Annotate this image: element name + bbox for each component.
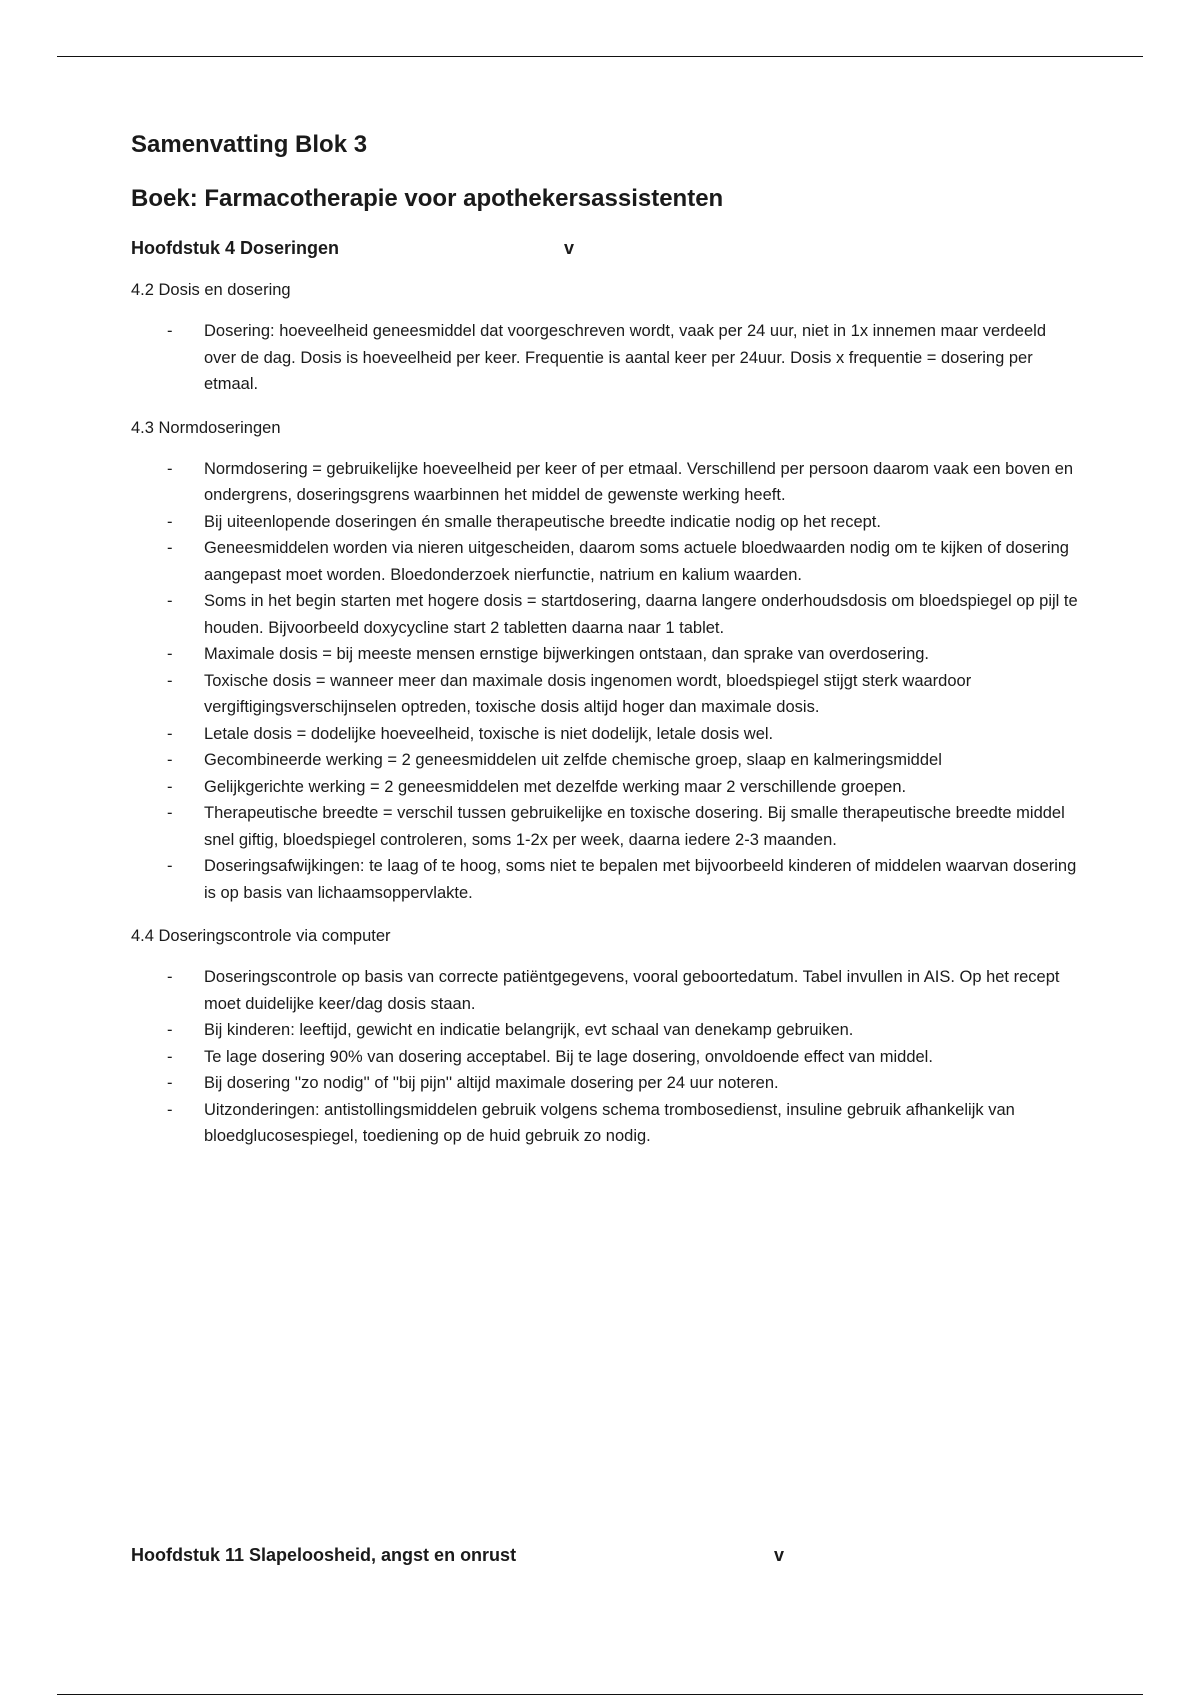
list-item: - Therapeutische breedte = verschil tussen gebruikelijke en toxische dosering. Bij smalle therapeutische breedte middel snel giftig, bloedspiegel controleren, soms 1-2x per week, daarna iedere 2-3 maanden. <box>204 800 1081 853</box>
list-item: - Gecombineerde werking = 2 geneesmiddelen uit zelfde chemische groep, slaap en kalmeringsmiddel <box>204 747 1081 774</box>
list-item: - Letale dosis = dodelijke hoeveelheid, toxische is niet dodelijk, letale dosis wel. <box>204 721 1081 748</box>
top-rule <box>57 56 1143 57</box>
list-item: - Doseringscontrole op basis van correcte patiëntgegevens, vooral geboortedatum. Tabel invullen in AIS. Op het recept moet duidelijke keer/dag dosis staan. <box>204 964 1081 1017</box>
bullet-dash: - <box>167 1021 173 1039</box>
section-4-4-list <box>131 964 1081 1150</box>
list-item: - Soms in het begin starten met hogere dosis = startdosering, daarna langere onderhoudsdosis om bloedspiegel op pijl te houden. Bijvoorbeeld doxycycline start 2 tabletten daarna naar 1 tablet. <box>204 588 1081 641</box>
section-4-2-list <box>131 318 1081 398</box>
chapter-11-heading <box>131 1543 1081 1567</box>
bullet-dash: - <box>167 968 173 986</box>
chapter-4-heading <box>131 236 1081 260</box>
bullet-dash: - <box>167 645 173 663</box>
list-item: - Bij uiteenlopende doseringen én smalle therapeutische breedte indicatie nodig op het recept. <box>204 509 1081 536</box>
bullet-dash: - <box>167 539 173 557</box>
chapter-4-check-mark: v <box>564 238 575 258</box>
section-4-3-list <box>131 456 1081 907</box>
list-item: - Toxische dosis = wanneer meer dan maximale dosis ingenomen wordt, bloedspiegel stijgt sterk waardoor vergiftigingsverschijnselen optreden, toxische dosis altijd hoger dan maximale dosis. <box>204 668 1081 721</box>
chapter-4-title: Hoofdstuk 4 Doseringen <box>131 238 340 258</box>
list-item: - Bij kinderen: leeftijd, gewicht en indicatie belangrijk, evt schaal van denekamp gebruiken. <box>204 1017 1081 1044</box>
bullet-dash: - <box>167 1100 173 1119</box>
bullet-dash: - <box>167 777 173 796</box>
bullet-dash: - <box>167 751 173 769</box>
bullet-dash: - <box>167 322 173 340</box>
list-item: - Maximale dosis = bij meeste mensen ernstige bijwerkingen ontstaan, dan sprake van overdosering. <box>204 641 1081 668</box>
list-item: - Dosering: hoeveelheid geneesmiddel dat voorgeschreven wordt, vaak per 24 uur, niet in 1x innemen maar verdeeld over de dag. Dosis is hoeveelheid per keer. Frequentie is aantal keer per 24uur. Dosis x frequentie = dosering per etmaal. <box>204 318 1081 398</box>
chapter-11-check-mark: v <box>774 1545 785 1565</box>
bullet-dash: - <box>167 1047 173 1066</box>
book-title: Boek: Farmacotherapie voor apothekersassistenten <box>131 185 724 212</box>
bullet-dash: - <box>167 671 173 690</box>
section-heading-4-4: 4.4 Doseringscontrole via computer <box>131 927 391 945</box>
bullet-dash: - <box>167 857 173 875</box>
section-heading-4-2: 4.2 Dosis en dosering <box>131 281 291 299</box>
bullet-dash: - <box>167 592 173 610</box>
bottom-rule <box>57 1694 1143 1695</box>
bullet-dash: - <box>167 804 173 822</box>
list-item: - Uitzonderingen: antistollingsmiddelen gebruik volgens schema trombosedienst, insuline gebruik afhankelijk van bloedglucosespiegel, toediening op de huid gebruik zo nodig. <box>204 1097 1081 1150</box>
list-item: - Geneesmiddelen worden via nieren uitgescheiden, daarom soms actuele bloedwaarden nodig om te kijken of dosering aangepast moet worden. Bloedonderzoek nierfunctie, natrium en kalium waarden. <box>204 535 1081 588</box>
chapter-11-title: Hoofdstuk 11 Slapeloosheid, angst en onrust <box>131 1545 517 1565</box>
document-title: Samenvatting Blok 3 <box>131 131 368 158</box>
section-heading-4-3: 4.3 Normdoseringen <box>131 418 281 437</box>
list-item: - Normdosering = gebruikelijke hoeveelheid per keer of per etmaal. Verschillend per persoon daarom vaak een boven en ondergrens, doseringsgrens waarbinnen het middel de gewenste werking heeft. <box>204 456 1081 509</box>
list-item: - Te lage dosering 90% van dosering acceptabel. Bij te lage dosering, onvoldoende effect van middel. <box>204 1044 1081 1071</box>
list-item: - Bij dosering ''zo nodig'' of ''bij pijn'' altijd maximale dosering per 24 uur noteren. <box>204 1070 1081 1097</box>
document-body <box>131 130 1081 1150</box>
bullet-dash: - <box>167 1074 173 1092</box>
list-item: - Gelijkgerichte werking = 2 geneesmiddelen met dezelfde werking maar 2 verschillende groepen. <box>204 774 1081 801</box>
bullet-dash: - <box>167 724 173 743</box>
bullet-dash: - <box>167 459 173 478</box>
list-item: - Doseringsafwijkingen: te laag of te hoog, soms niet te bepalen met bijvoorbeeld kinderen of middelen waarvan dosering is op basis van lichaamsoppervlakte. <box>204 853 1081 906</box>
bullet-dash: - <box>167 512 173 531</box>
